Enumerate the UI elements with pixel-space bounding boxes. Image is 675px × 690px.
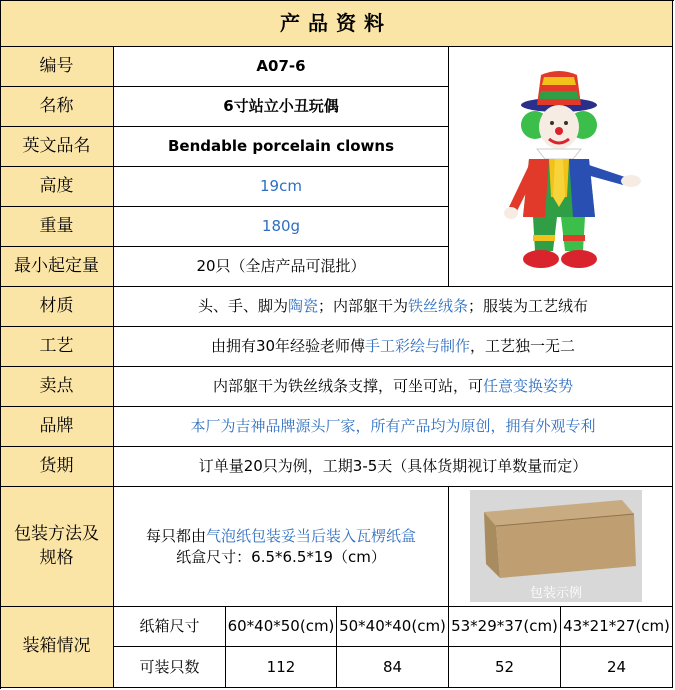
label-name: 名称 bbox=[0, 87, 114, 127]
carton-qty-1: 112 bbox=[226, 647, 337, 688]
selling-text-pose: 任意变换姿势 bbox=[483, 377, 574, 395]
material-text-1: 头、手、脚为 bbox=[197, 297, 288, 315]
label-craft: 工艺 bbox=[0, 327, 114, 367]
craft-text-1: 由拥有30年经验老师傅 bbox=[210, 337, 366, 355]
label-packing-text: 包装方法及规格 bbox=[14, 523, 99, 568]
craft-text-2: ，工艺独一无二 bbox=[470, 337, 576, 355]
value-selling bbox=[114, 367, 673, 407]
packing-photo-caption: 包装示例 bbox=[529, 586, 582, 601]
material-text-3: ；服装为工艺绒布 bbox=[468, 297, 589, 315]
value-delivery: 订单量20只为例，工期3-5天（具体货期视订单数量而定） bbox=[114, 447, 673, 487]
carton-qty-2: 84 bbox=[337, 647, 449, 688]
packing-text-1: 每只都由 bbox=[145, 526, 206, 545]
label-en-name: 英文品名 bbox=[0, 127, 114, 167]
clown-doll-image bbox=[449, 47, 673, 287]
carton-size-2: 50*40*40(cm) bbox=[337, 607, 449, 647]
value-name: 6寸站立小丑玩偶 bbox=[114, 87, 449, 127]
craft-text-handmade: 手工彩绘与制作 bbox=[365, 337, 471, 355]
value-material bbox=[114, 287, 673, 327]
label-code: 编号 bbox=[0, 47, 114, 87]
carton-size-label: 纸箱尺寸 bbox=[114, 607, 226, 647]
value-weight: 180g bbox=[114, 207, 449, 247]
label-material: 材质 bbox=[0, 287, 114, 327]
material-text-2: ；内部躯干为 bbox=[317, 297, 408, 315]
carton-qty-label: 可装只数 bbox=[114, 647, 226, 688]
carton-qty-3: 52 bbox=[449, 647, 561, 688]
label-brand: 品牌 bbox=[0, 407, 114, 447]
value-brand: 本厂为吉神品牌源头厂家，所有产品均为原创，拥有外观专利 bbox=[114, 407, 673, 447]
material-text-wire: 铁丝绒条 bbox=[408, 297, 469, 315]
label-delivery: 货期 bbox=[0, 447, 114, 487]
selling-text-1: 内部躯干为铁丝绒条支撑，可坐可站，可 bbox=[212, 377, 483, 395]
value-craft bbox=[114, 327, 673, 367]
carton-size-1: 60*40*50(cm) bbox=[226, 607, 337, 647]
value-height: 19cm bbox=[114, 167, 449, 207]
label-height: 高度 bbox=[0, 167, 114, 207]
sheet-title: 产品资料 bbox=[0, 0, 673, 47]
carton-size-4: 43*21*27(cm) bbox=[561, 607, 673, 647]
label-carton: 装箱情况 bbox=[0, 607, 114, 688]
value-packing bbox=[114, 487, 449, 607]
carton-qty-4: 24 bbox=[561, 647, 673, 688]
packing-line-2: 纸盒尺寸：6.5*6.5*19（cm） bbox=[176, 547, 386, 566]
material-text-ceramic: 陶瓷 bbox=[287, 297, 318, 315]
value-en-name: Bendable porcelain clowns bbox=[114, 127, 449, 167]
label-selling: 卖点 bbox=[0, 367, 114, 407]
packing-text-bubble: 气泡纸包装妥当后装入瓦楞纸盒 bbox=[206, 526, 417, 545]
label-packing bbox=[0, 487, 114, 607]
clown-doll-illustration bbox=[449, 47, 673, 287]
packing-line-1 bbox=[146, 526, 416, 547]
label-weight: 重量 bbox=[0, 207, 114, 247]
value-code: A07-6 bbox=[114, 47, 449, 87]
label-moq: 最小起定量 bbox=[0, 247, 114, 287]
carton-size-3: 53*29*37(cm) bbox=[449, 607, 561, 647]
value-moq: 20只（全店产品可混批） bbox=[114, 247, 449, 287]
